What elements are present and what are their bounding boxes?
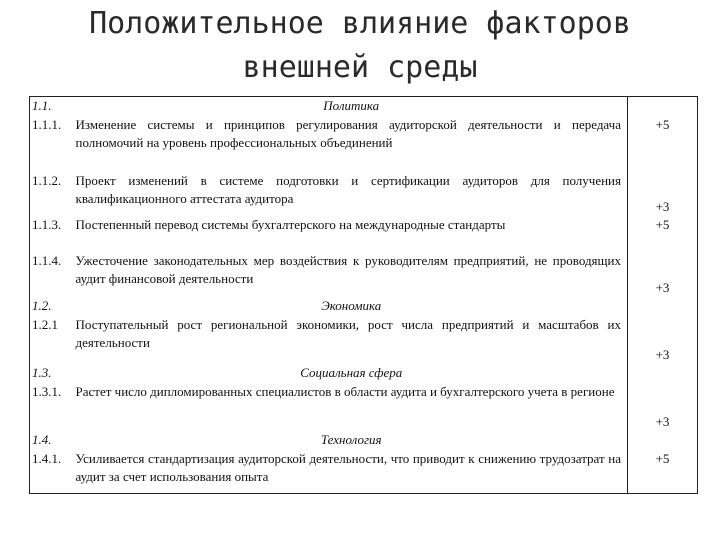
- section-header-economy: [30, 297, 698, 316]
- item-score: +3: [628, 172, 698, 216]
- item-number: 1.2.1: [32, 316, 58, 332]
- item-text: Поступательный рост региональной экономики, рост числа предприятий и масштабов их деятельности: [75, 316, 621, 350]
- item-score: +5: [628, 216, 698, 252]
- table-row: [30, 172, 698, 216]
- item-score: +5: [628, 450, 698, 494]
- section-number: 1.4.: [32, 431, 52, 447]
- item-score: +3: [628, 316, 698, 364]
- page-title: [0, 2, 720, 90]
- item-text: Постепенный перевод системы бухгалтерского на международные стандарты: [75, 216, 506, 232]
- item-number: 1.1.4.: [32, 252, 62, 268]
- item-text: Усиливается стандартизация аудиторской деятельности, что приводит к снижению трудозатрат на аудит за счет использования опыта: [75, 450, 621, 484]
- section-number: 1.1.: [32, 98, 52, 113]
- page-title-line-1: Положительное влияние факторов: [89, 6, 631, 41]
- section-title: Социальная сфера: [300, 364, 403, 380]
- section-header-politics: [30, 97, 698, 116]
- item-text: Изменение системы и принципов регулирования аудиторской деятельности и передача полномочий на уровень профессиональных объединений: [75, 116, 621, 150]
- table-row: [30, 383, 698, 431]
- section-number: 1.3.: [32, 364, 52, 380]
- table-row: [30, 116, 698, 172]
- table-row: [30, 216, 698, 252]
- item-text: Проект изменений в системе подготовки и сертификации аудиторов для получения квалификационного аттестата аудитора: [75, 172, 621, 206]
- table-row: [30, 450, 698, 494]
- item-score: +3: [628, 252, 698, 297]
- item-number: 1.1.2.: [32, 172, 62, 188]
- section-title: Политика: [323, 98, 380, 113]
- table-row: [30, 252, 698, 297]
- item-text: Ужесточение законодательных мер воздействия к руководителям предприятий, не проводящих аудит финансовой деятельности: [75, 252, 621, 286]
- factors-table: [29, 96, 698, 494]
- item-number: 1.1.1.: [32, 116, 62, 132]
- section-title: Экономика: [321, 297, 382, 313]
- item-text: Растет число дипломированных специалистов в области аудита и бухгалтерского учета в регионе: [75, 383, 615, 399]
- item-number: 1.3.1.: [32, 383, 62, 399]
- section-header-social: [30, 364, 698, 383]
- item-score: +5: [628, 116, 698, 172]
- item-number: 1.4.1.: [32, 450, 62, 466]
- item-number: 1.1.3.: [32, 216, 62, 232]
- section-header-technology: [30, 431, 698, 450]
- page-title-line-2: внешней среды: [242, 50, 478, 85]
- item-score: +3: [628, 383, 698, 431]
- section-number: 1.2.: [32, 297, 52, 313]
- table-row: [30, 316, 698, 364]
- section-title: Технология: [320, 431, 382, 447]
